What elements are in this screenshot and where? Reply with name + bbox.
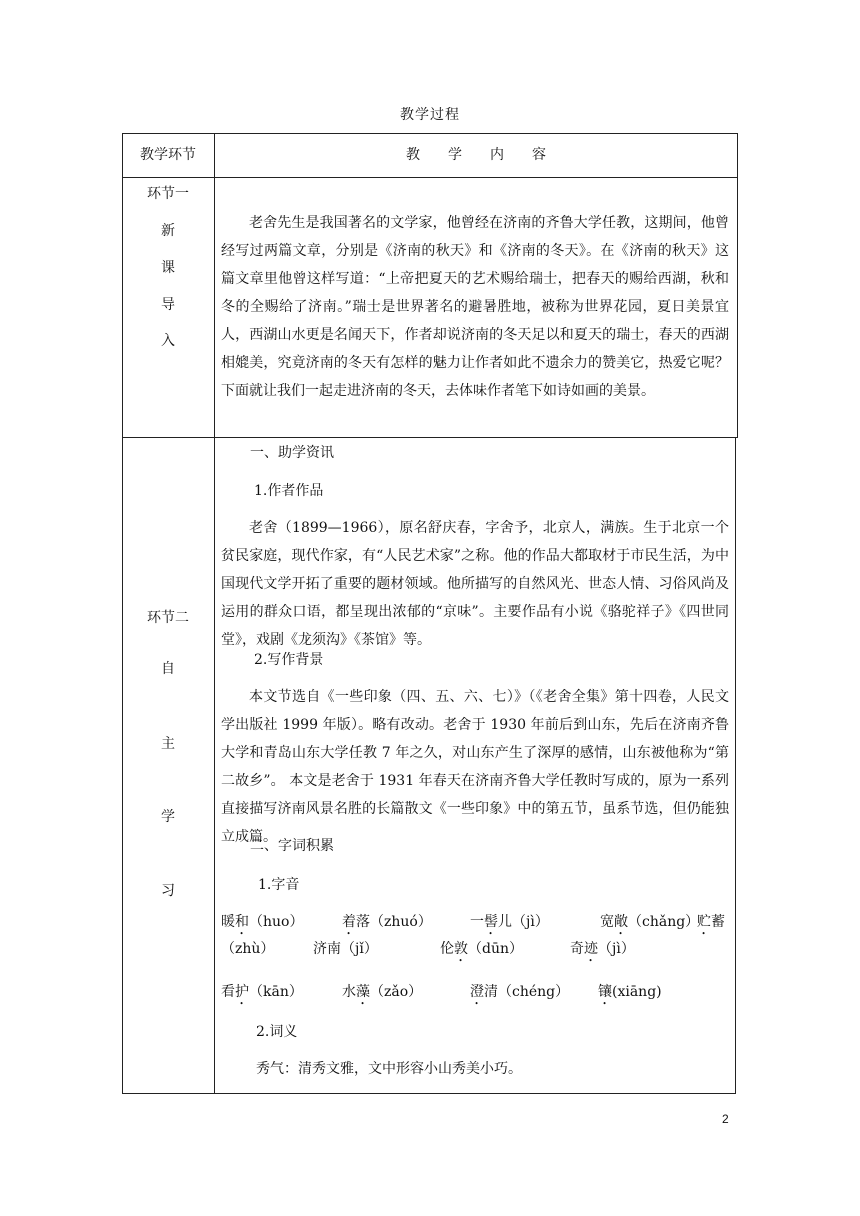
section2-label-line: 学 <box>161 809 175 825</box>
section2-label-line: 环节二 <box>147 610 189 626</box>
heading-pronunciation: 1.字音 <box>258 877 300 893</box>
heading-writing-background: 2.写作背景 <box>254 652 324 668</box>
pronunciation-pinyin: （zhù） <box>221 941 275 957</box>
word-meaning-entry: 秀气：清秀文雅，文中形容小山秀美小巧。 <box>256 1061 522 1077</box>
pronunciation-item: 奇迹（jì） <box>570 941 635 957</box>
pronunciation-item: 贮蓄 <box>697 914 725 930</box>
pronunciation-item: 水藻（zǎo） <box>342 984 423 1000</box>
header-col2: 教 学 内 容 <box>406 147 546 163</box>
table-right-border-lower <box>735 437 736 1094</box>
background-paragraph: 本文节选自《一些印象（四、五、六、七）》（《老舍全集》第十四卷，人民文学出版社 1999 年版）。略有改动。老舍于 1930 年前后到山东，先后在济南齐鲁大学和青岛山东大学任教 7 年之久，对山东产生了深厚的感情，山东被他称为“第二故乡”。 本文是老舍于 1931 年春天在济南齐鲁大学任教时写成的，原为一系列直接描写济南风景名胜的长篇散文《一些印象》中的第五节，虽系节选，但仍能独立成篇。 <box>221 689 729 845</box>
pronunciation-item: 镶(xiāng) <box>598 984 662 1000</box>
pronunciation-item: 着落（zhuó） <box>342 914 432 930</box>
section1-label-line: 课 <box>161 260 175 276</box>
section1-label-line: 导 <box>161 297 175 313</box>
table-right-border-upper <box>737 133 738 438</box>
document-title: 教学过程 <box>400 107 460 123</box>
table-column-divider <box>214 133 215 1094</box>
pronunciation-item: 看护（kān） <box>221 984 303 1000</box>
pronunciation-item: 宽敞（chǎng） <box>600 914 700 930</box>
pronunciation-item: 济南（jǐ） <box>313 941 378 957</box>
author-paragraph: 老舍（1899—1966），原名舒庆春，字舍予，北京人，满族。生于北京一个贫民家庭，现代作家，有“人民艺术家”之称。他的作品大都取材于市民生活，为中国现代文学开拓了重要的题材领域。他所描写的自然风光、世态人情、习俗风尚及运用的群众口语，都呈现出浓郁的“京味”。主要作品有小说《骆驼祥子》《四世同堂》，戏剧《龙须沟》《茶馆》等。 <box>221 520 729 648</box>
pronunciation-item: 暖和（huo） <box>221 914 304 930</box>
heading-word-meaning: 2.词义 <box>256 1024 298 1040</box>
pronunciation-item: 伦敦（dūn） <box>440 941 523 957</box>
heading-study-info: 一、助学资讯 <box>250 445 334 461</box>
pronunciation-item: 一髻儿（jì） <box>470 914 549 930</box>
heading-author-works: 1.作者作品 <box>254 483 324 499</box>
section1-label-line: 环节一 <box>147 186 189 202</box>
section1-label-line: 新 <box>161 223 175 239</box>
section1-intro-paragraph: 老舍先生是我国著名的文学家，他曾经在济南的齐鲁大学任教，这期间，他曾经写过两篇文章，分别是《济南的秋天》和《济南的冬天》。在《济南的秋天》这篇文章里他曾这样写道：“上帝把夏天的艺术赐给瑞士，把春天的赐给西湖，秋和冬的全赐给了济南。”瑞士是世界著名的避暑胜地，被称为世界花园，夏日美景宜人，西湖山水更是名闻天下，作者却说济南的冬天足以和夏天的瑞士，春天的西湖相媲美，究竟济南的冬天有怎样的魅力让作者如此不遗余力的赞美它，热爱它呢？下面就让我们一起走进济南的冬天，去体味作者笔下如诗如画的美景。 <box>221 215 729 399</box>
section2-label-line: 习 <box>161 883 175 899</box>
header-col1: 教学环节 <box>140 147 196 163</box>
section2-label-line: 主 <box>161 736 175 752</box>
section1-label-line: 入 <box>161 333 175 349</box>
heading-vocabulary: 二、字词积累 <box>250 838 334 854</box>
section2-label-line: 自 <box>161 661 175 677</box>
page-number: 2 <box>722 1112 729 1126</box>
pronunciation-item: 澄清（chéng） <box>470 984 570 1000</box>
